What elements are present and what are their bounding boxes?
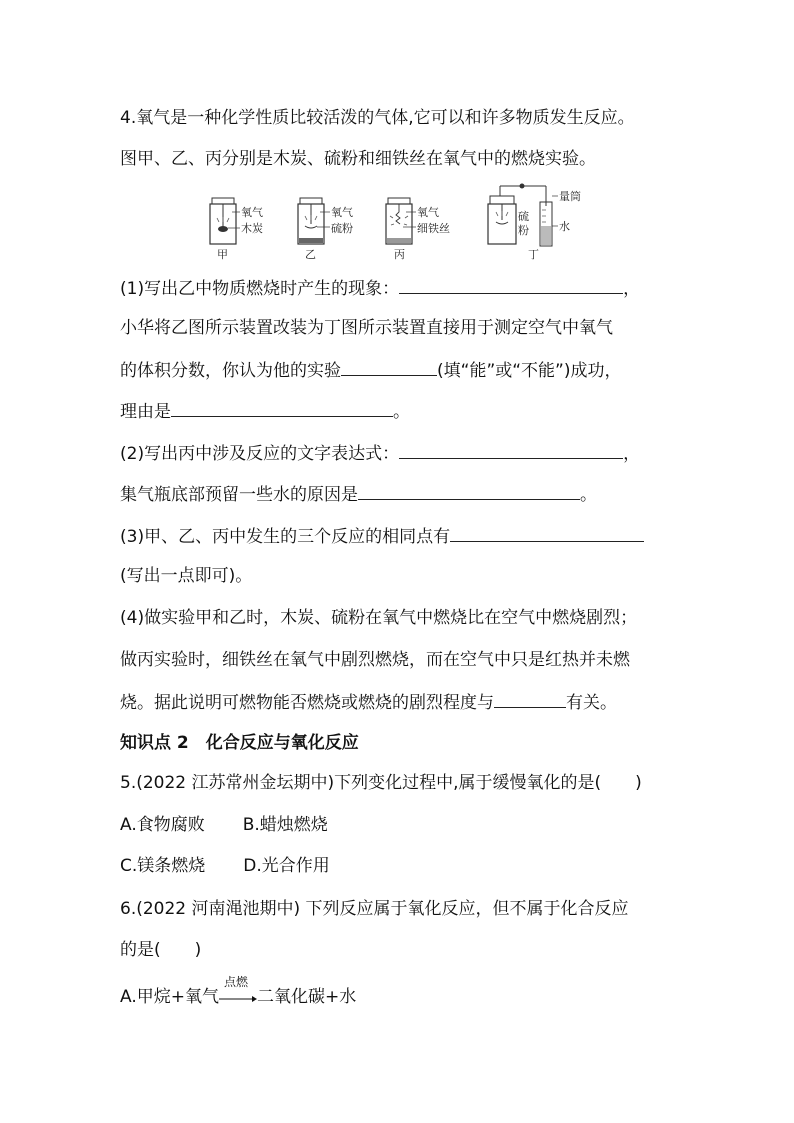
- q4-part2-line2: [120, 481, 597, 507]
- answer-blank-water-reason[interactable]: [358, 481, 580, 500]
- q4-part3-prompt: (3)甲、乙、丙中发生的三个反应的相同点有: [120, 527, 451, 547]
- caption-jia: 甲: [217, 248, 228, 261]
- ding-label-water: 水: [559, 220, 570, 233]
- section-heading: 知识点 2 化合反应与氧化反应: [120, 733, 359, 753]
- q4-part2-question: 集气瓶底部预留一些水的原因是: [120, 485, 358, 505]
- answer-blank-word-equation[interactable]: [399, 440, 623, 459]
- q4-part3-line1: [120, 523, 644, 549]
- yi-label-oxygen: 氧气: [331, 206, 353, 219]
- answer-blank-reason[interactable]: [171, 398, 393, 417]
- reason-label: 理由是: [120, 402, 171, 422]
- caption-yi: 乙: [305, 248, 316, 261]
- q5-option-b[interactable]: B.蜡烛燃烧: [242, 815, 328, 835]
- reaction-arrow: [219, 975, 257, 1009]
- bottle-jia: [210, 198, 240, 244]
- comma: ，: [623, 279, 641, 299]
- q4-part1-hint: (填“能”或“不能”)成功，: [437, 361, 622, 381]
- q4-part4-question: 烧。据此说明可燃物能否燃烧或燃烧的剧烈程度与: [120, 693, 494, 713]
- q4-intro-line1: 4.氧气是一种化学性质比较活泼的气体,它可以和许多物质发生反应。: [120, 108, 635, 128]
- bottle-yi: [298, 198, 330, 244]
- q5-options-row2: [120, 854, 330, 878]
- q4-part3-line2: (写出一点即可)。: [120, 566, 253, 586]
- arrow-icon: [219, 995, 257, 1003]
- q5-option-a[interactable]: A.食物腐败: [120, 815, 205, 835]
- answer-blank-common-point[interactable]: [450, 523, 644, 542]
- q4-part1-line2: 小华将乙图所示装置改装为丁图所示装置直接用于测定空气中氧气: [120, 318, 613, 338]
- q6-option-a-products: 二氧化碳+水: [256, 987, 357, 1007]
- q4-part1-line1: [120, 275, 640, 301]
- bing-label-iron-wire: 细铁丝: [417, 222, 450, 235]
- q6-stem-line1: 6.(2022 河南渑池期中) 下列反应属于氧化反应，但不属于化合反应: [120, 899, 629, 919]
- reaction-condition: 点燃: [223, 975, 248, 989]
- q6-option-a[interactable]: [120, 975, 357, 1009]
- q4-part1-line4: [120, 398, 410, 424]
- answer-blank-phenomenon[interactable]: [399, 275, 623, 294]
- jia-label-charcoal: 木炭: [241, 222, 263, 235]
- bing-label-oxygen: 氧气: [417, 206, 439, 219]
- q4-part4-line1: (4)做实验甲和乙时，木炭、硫粉在氧气中燃烧比在空气中燃烧剧烈；: [120, 608, 638, 628]
- period: 。: [580, 485, 597, 505]
- comma: ，: [623, 444, 641, 464]
- bottle-bing: [386, 198, 416, 244]
- q4-part4-line2: 做丙实验时，细铁丝在氧气中剧烈燃烧，而在空气中只是红热并未燃: [120, 650, 630, 670]
- caption-ding: 丁: [528, 248, 539, 261]
- q4-part2-line1: [120, 440, 640, 466]
- jia-label-oxygen: 氧气: [241, 206, 263, 219]
- q4-part1-line3: [120, 357, 622, 383]
- q5-option-d[interactable]: D.光合作用: [243, 856, 330, 876]
- q5-options-row1: [120, 813, 328, 837]
- ding-label-sulfur-2: 粉: [518, 224, 529, 237]
- experiment-figure: [200, 182, 620, 262]
- q4-intro-line2: 图甲、乙、丙分别是木炭、硫粉和细铁丝在氧气中的燃烧实验。: [120, 149, 596, 169]
- q4-part4-end: 有关。: [566, 693, 617, 713]
- period: 。: [393, 402, 410, 422]
- yi-label-sulfur: 硫粉: [331, 222, 353, 235]
- q4-part4-line3: [120, 689, 617, 715]
- ding-label-sulfur-1: 硫: [518, 210, 529, 223]
- q6-stem-line2: 的是( ): [120, 940, 202, 960]
- q4-part1-question: 的体积分数，你认为他的实验: [120, 361, 341, 381]
- caption-bing: 丙: [394, 248, 405, 261]
- q4-part2-prompt: (2)写出丙中涉及反应的文字表达式：: [120, 444, 400, 464]
- q5-stem: 5.(2022 江苏常州金坛期中)下列变化过程中,属于缓慢氧化的是( ): [120, 773, 642, 793]
- ding-label-cylinder: 量筒: [559, 190, 581, 203]
- q6-option-a-reactants: A.甲烷+氧气: [120, 987, 219, 1007]
- q5-option-c[interactable]: C.镁条燃烧: [120, 856, 206, 876]
- answer-blank-factor[interactable]: [494, 689, 566, 708]
- answer-blank-can-or-cannot[interactable]: [341, 357, 437, 376]
- q4-part1-prompt: (1)写出乙中物质燃烧时产生的现象：: [120, 279, 400, 299]
